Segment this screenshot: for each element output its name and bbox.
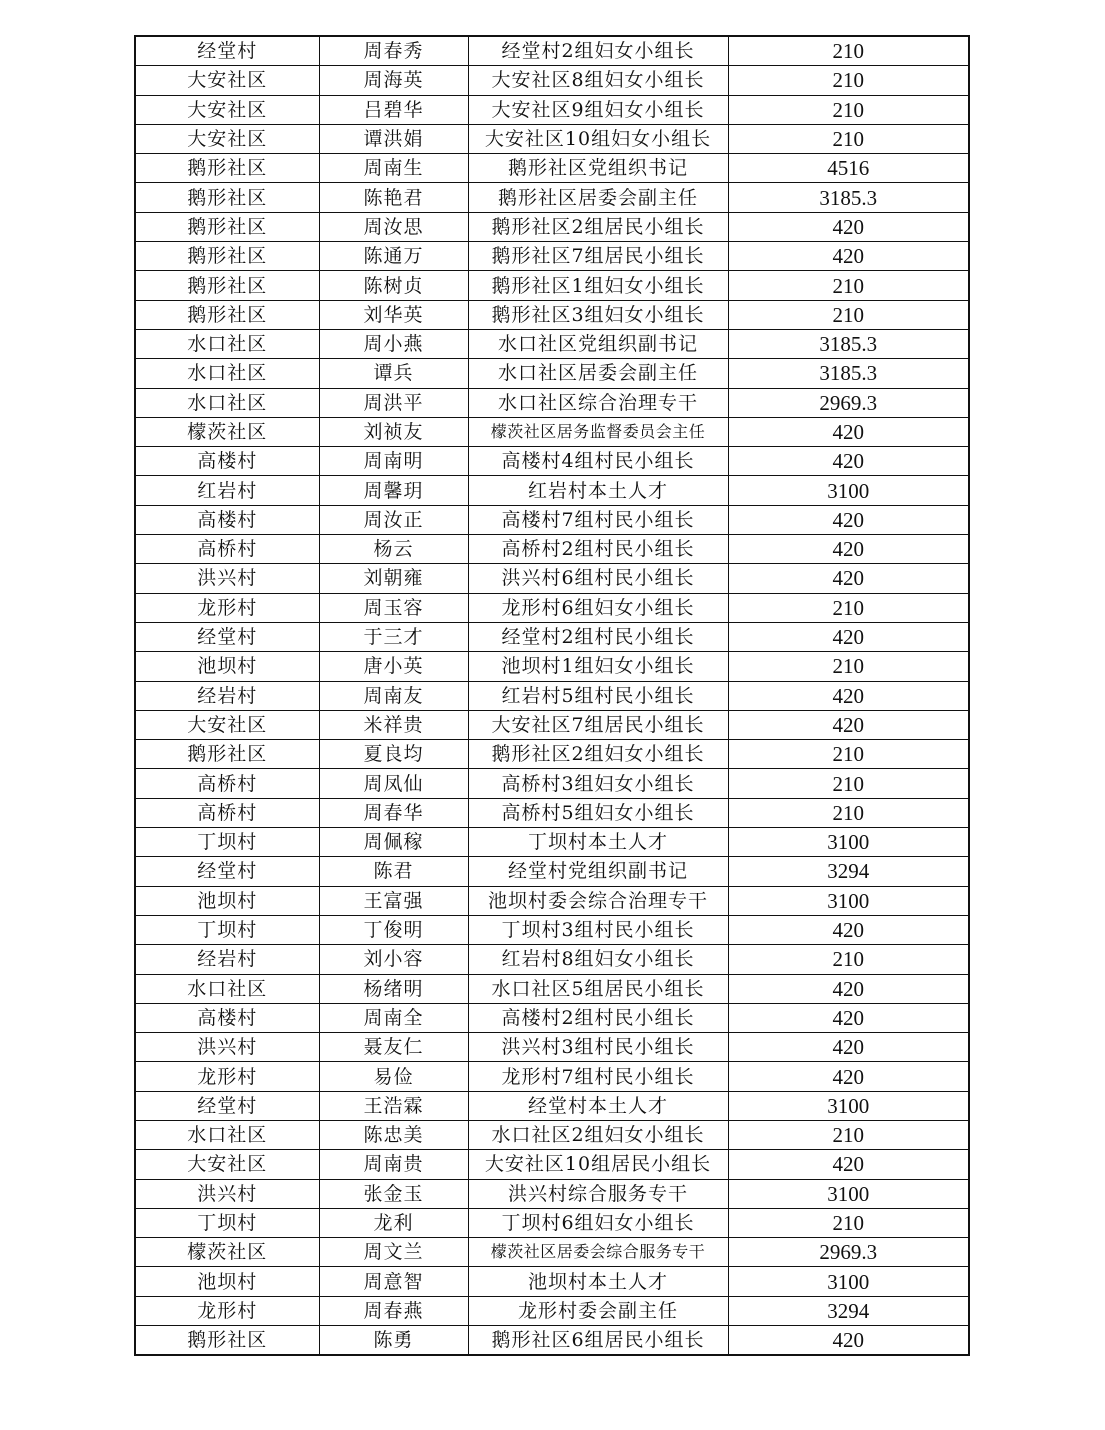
position-cell: 池坝村本土人才 (468, 1267, 728, 1296)
amount-cell: 420 (728, 417, 969, 446)
unit-cell: 鹅形社区 (135, 300, 319, 329)
position-cell: 水口社区5组居民小组长 (468, 974, 728, 1003)
position-cell: 鹅形社区3组妇女小组长 (468, 300, 728, 329)
position-cell: 红岩村5组村民小组长 (468, 681, 728, 710)
position-cell: 水口社区居委会副主任 (468, 359, 728, 388)
table-row (135, 447, 969, 476)
unit-cell: 龙形村 (135, 1062, 319, 1091)
amount-cell: 3185.3 (728, 359, 969, 388)
position-cell: 鹅形社区2组居民小组长 (468, 212, 728, 241)
name-cell: 周南明 (319, 447, 468, 476)
name-cell: 周文兰 (319, 1238, 468, 1267)
name-cell: 刘小容 (319, 945, 468, 974)
amount-cell: 3185.3 (728, 183, 969, 212)
unit-cell: 鹅形社区 (135, 1326, 319, 1356)
table-row (135, 1238, 969, 1267)
name-cell: 刘祯友 (319, 417, 468, 446)
name-cell: 周春燕 (319, 1296, 468, 1325)
table-row (135, 95, 969, 124)
name-cell: 丁俊明 (319, 915, 468, 944)
name-cell: 于三才 (319, 622, 468, 651)
table-row (135, 417, 969, 446)
name-cell: 陈树贞 (319, 271, 468, 300)
table-row (135, 1267, 969, 1296)
table-row (135, 505, 969, 534)
position-cell: 红岩村本土人才 (468, 476, 728, 505)
position-cell: 池坝村委会综合治理专干 (468, 886, 728, 915)
unit-cell: 鹅形社区 (135, 271, 319, 300)
amount-cell: 210 (728, 593, 969, 622)
table-row (135, 1062, 969, 1091)
table-row (135, 1150, 969, 1179)
position-cell: 水口社区2组妇女小组长 (468, 1120, 728, 1149)
unit-cell: 池坝村 (135, 652, 319, 681)
table-row (135, 564, 969, 593)
position-cell: 经堂村本土人才 (468, 1091, 728, 1120)
position-cell: 水口社区综合治理专干 (468, 388, 728, 417)
unit-cell: 经堂村 (135, 1091, 319, 1120)
unit-cell: 大安社区 (135, 66, 319, 95)
table-row (135, 593, 969, 622)
name-cell: 陈君 (319, 857, 468, 886)
unit-cell: 鹅形社区 (135, 242, 319, 271)
table-row (135, 1003, 969, 1032)
amount-cell: 3100 (728, 1091, 969, 1120)
position-cell: 龙形村6组妇女小组长 (468, 593, 728, 622)
unit-cell: 檬茨社区 (135, 1238, 319, 1267)
amount-cell: 210 (728, 1208, 969, 1237)
amount-cell: 420 (728, 1150, 969, 1179)
name-cell: 周玉容 (319, 593, 468, 622)
amount-cell: 420 (728, 710, 969, 739)
unit-cell: 龙形村 (135, 593, 319, 622)
name-cell: 周南贵 (319, 1150, 468, 1179)
amount-cell: 420 (728, 505, 969, 534)
roster-table-body (135, 36, 969, 1355)
position-cell: 鹅形社区党组织书记 (468, 154, 728, 183)
position-cell: 经堂村2组村民小组长 (468, 622, 728, 651)
unit-cell: 高桥村 (135, 769, 319, 798)
unit-cell: 池坝村 (135, 886, 319, 915)
table-row (135, 1091, 969, 1120)
name-cell: 周凤仙 (319, 769, 468, 798)
unit-cell: 檬茨社区 (135, 417, 319, 446)
position-cell: 鹅形社区7组居民小组长 (468, 242, 728, 271)
unit-cell: 池坝村 (135, 1267, 319, 1296)
amount-cell: 210 (728, 95, 969, 124)
amount-cell: 210 (728, 1120, 969, 1149)
table-row (135, 36, 969, 66)
name-cell: 周佩稼 (319, 828, 468, 857)
name-cell: 周意智 (319, 1267, 468, 1296)
position-cell: 红岩村8组妇女小组长 (468, 945, 728, 974)
unit-cell: 水口社区 (135, 974, 319, 1003)
table-row (135, 329, 969, 358)
amount-cell: 420 (728, 1003, 969, 1032)
name-cell: 杨绪明 (319, 974, 468, 1003)
name-cell: 周汝思 (319, 212, 468, 241)
unit-cell: 经堂村 (135, 622, 319, 651)
name-cell: 杨云 (319, 535, 468, 564)
table-row (135, 886, 969, 915)
amount-cell: 210 (728, 271, 969, 300)
unit-cell: 丁坝村 (135, 915, 319, 944)
table-row (135, 710, 969, 739)
name-cell: 周南友 (319, 681, 468, 710)
amount-cell: 420 (728, 681, 969, 710)
amount-cell: 210 (728, 66, 969, 95)
table-row (135, 359, 969, 388)
name-cell: 陈艳君 (319, 183, 468, 212)
position-cell: 鹅形社区2组妇女小组长 (468, 740, 728, 769)
amount-cell: 210 (728, 740, 969, 769)
unit-cell: 鹅形社区 (135, 740, 319, 769)
name-cell: 易俭 (319, 1062, 468, 1091)
amount-cell: 3294 (728, 1296, 969, 1325)
name-cell: 龙利 (319, 1208, 468, 1237)
name-cell: 吕碧华 (319, 95, 468, 124)
name-cell: 刘华英 (319, 300, 468, 329)
name-cell: 刘朝雍 (319, 564, 468, 593)
name-cell: 周春华 (319, 798, 468, 827)
table-row (135, 183, 969, 212)
table-row (135, 476, 969, 505)
name-cell: 夏良均 (319, 740, 468, 769)
unit-cell: 水口社区 (135, 359, 319, 388)
table-row (135, 857, 969, 886)
unit-cell: 大安社区 (135, 1150, 319, 1179)
table-row (135, 66, 969, 95)
position-cell: 鹅形社区居委会副主任 (468, 183, 728, 212)
unit-cell: 洪兴村 (135, 1179, 319, 1208)
position-cell: 鹅形社区6组居民小组长 (468, 1326, 728, 1356)
name-cell: 周洪平 (319, 388, 468, 417)
position-cell: 丁坝村本土人才 (468, 828, 728, 857)
table-row (135, 622, 969, 651)
unit-cell: 水口社区 (135, 329, 319, 358)
position-cell: 檬茨社区居委会综合服务专干 (468, 1238, 728, 1267)
amount-cell: 3100 (728, 1179, 969, 1208)
unit-cell: 丁坝村 (135, 828, 319, 857)
unit-cell: 龙形村 (135, 1296, 319, 1325)
unit-cell: 高桥村 (135, 535, 319, 564)
name-cell: 周馨玥 (319, 476, 468, 505)
amount-cell: 210 (728, 945, 969, 974)
table-row (135, 124, 969, 153)
position-cell: 高桥村3组妇女小组长 (468, 769, 728, 798)
name-cell: 王浩霖 (319, 1091, 468, 1120)
table-row (135, 212, 969, 241)
table-row (135, 740, 969, 769)
amount-cell: 210 (728, 124, 969, 153)
table-row (135, 1296, 969, 1325)
amount-cell: 2969.3 (728, 1238, 969, 1267)
table-row (135, 271, 969, 300)
table-row (135, 154, 969, 183)
amount-cell: 4516 (728, 154, 969, 183)
name-cell: 聂友仁 (319, 1033, 468, 1062)
position-cell: 高楼村7组村民小组长 (468, 505, 728, 534)
table-row (135, 1179, 969, 1208)
unit-cell: 高楼村 (135, 447, 319, 476)
unit-cell: 洪兴村 (135, 1033, 319, 1062)
name-cell: 米祥贵 (319, 710, 468, 739)
table-row (135, 300, 969, 329)
unit-cell: 洪兴村 (135, 564, 319, 593)
roster-table (134, 35, 970, 1356)
unit-cell: 高楼村 (135, 505, 319, 534)
table-row (135, 535, 969, 564)
position-cell: 大安社区7组居民小组长 (468, 710, 728, 739)
amount-cell: 420 (728, 242, 969, 271)
unit-cell: 水口社区 (135, 1120, 319, 1149)
amount-cell: 420 (728, 915, 969, 944)
position-cell: 大安社区8组妇女小组长 (468, 66, 728, 95)
amount-cell: 210 (728, 300, 969, 329)
position-cell: 洪兴村综合服务专干 (468, 1179, 728, 1208)
position-cell: 大安社区9组妇女小组长 (468, 95, 728, 124)
table-row (135, 769, 969, 798)
name-cell: 周汝正 (319, 505, 468, 534)
table-row (135, 242, 969, 271)
name-cell: 陈勇 (319, 1326, 468, 1356)
position-cell: 洪兴村6组村民小组长 (468, 564, 728, 593)
name-cell: 陈通万 (319, 242, 468, 271)
unit-cell: 经岩村 (135, 681, 319, 710)
table-row (135, 945, 969, 974)
unit-cell: 鹅形社区 (135, 154, 319, 183)
unit-cell: 大安社区 (135, 710, 319, 739)
name-cell: 唐小英 (319, 652, 468, 681)
table-row (135, 1326, 969, 1356)
unit-cell: 丁坝村 (135, 1208, 319, 1237)
amount-cell: 3100 (728, 476, 969, 505)
table-row (135, 915, 969, 944)
amount-cell: 420 (728, 1062, 969, 1091)
table-row (135, 1033, 969, 1062)
position-cell: 经堂村2组妇女小组长 (468, 36, 728, 66)
table-row (135, 388, 969, 417)
amount-cell: 420 (728, 212, 969, 241)
table-row (135, 652, 969, 681)
unit-cell: 红岩村 (135, 476, 319, 505)
table-row (135, 974, 969, 1003)
name-cell: 谭兵 (319, 359, 468, 388)
unit-cell: 水口社区 (135, 388, 319, 417)
amount-cell: 3185.3 (728, 329, 969, 358)
position-cell: 高楼村2组村民小组长 (468, 1003, 728, 1032)
position-cell: 大安社区10组居民小组长 (468, 1150, 728, 1179)
position-cell: 高桥村2组村民小组长 (468, 535, 728, 564)
position-cell: 大安社区10组妇女小组长 (468, 124, 728, 153)
amount-cell: 420 (728, 564, 969, 593)
name-cell: 周南全 (319, 1003, 468, 1032)
amount-cell: 210 (728, 798, 969, 827)
amount-cell: 210 (728, 36, 969, 66)
unit-cell: 高楼村 (135, 1003, 319, 1032)
amount-cell: 420 (728, 1033, 969, 1062)
amount-cell: 3100 (728, 886, 969, 915)
amount-cell: 420 (728, 1326, 969, 1356)
amount-cell: 210 (728, 769, 969, 798)
table-row (135, 828, 969, 857)
position-cell: 龙形村委会副主任 (468, 1296, 728, 1325)
amount-cell: 420 (728, 974, 969, 1003)
amount-cell: 420 (728, 535, 969, 564)
name-cell: 周春秀 (319, 36, 468, 66)
unit-cell: 经堂村 (135, 36, 319, 66)
position-cell: 高桥村5组妇女小组长 (468, 798, 728, 827)
amount-cell: 3100 (728, 1267, 969, 1296)
table-row (135, 1120, 969, 1149)
unit-cell: 鹅形社区 (135, 212, 319, 241)
position-cell: 洪兴村3组村民小组长 (468, 1033, 728, 1062)
position-cell: 鹅形社区1组妇女小组长 (468, 271, 728, 300)
position-cell: 檬茨社区居务监督委员会主任 (468, 417, 728, 446)
position-cell: 丁坝村3组村民小组长 (468, 915, 728, 944)
name-cell: 王富强 (319, 886, 468, 915)
table-row (135, 1208, 969, 1237)
table-row (135, 681, 969, 710)
unit-cell: 经堂村 (135, 857, 319, 886)
unit-cell: 大安社区 (135, 124, 319, 153)
name-cell: 周海英 (319, 66, 468, 95)
name-cell: 谭洪娟 (319, 124, 468, 153)
position-cell: 丁坝村6组妇女小组长 (468, 1208, 728, 1237)
position-cell: 龙形村7组村民小组长 (468, 1062, 728, 1091)
position-cell: 池坝村1组妇女小组长 (468, 652, 728, 681)
unit-cell: 经岩村 (135, 945, 319, 974)
unit-cell: 大安社区 (135, 95, 319, 124)
name-cell: 陈忠美 (319, 1120, 468, 1149)
amount-cell: 210 (728, 652, 969, 681)
name-cell: 周小燕 (319, 329, 468, 358)
position-cell: 经堂村党组织副书记 (468, 857, 728, 886)
unit-cell: 高桥村 (135, 798, 319, 827)
amount-cell: 420 (728, 447, 969, 476)
amount-cell: 3100 (728, 828, 969, 857)
table-row (135, 798, 969, 827)
name-cell: 张金玉 (319, 1179, 468, 1208)
position-cell: 水口社区党组织副书记 (468, 329, 728, 358)
name-cell: 周南生 (319, 154, 468, 183)
unit-cell: 鹅形社区 (135, 183, 319, 212)
position-cell: 高楼村4组村民小组长 (468, 447, 728, 476)
amount-cell: 2969.3 (728, 388, 969, 417)
amount-cell: 3294 (728, 857, 969, 886)
amount-cell: 420 (728, 622, 969, 651)
